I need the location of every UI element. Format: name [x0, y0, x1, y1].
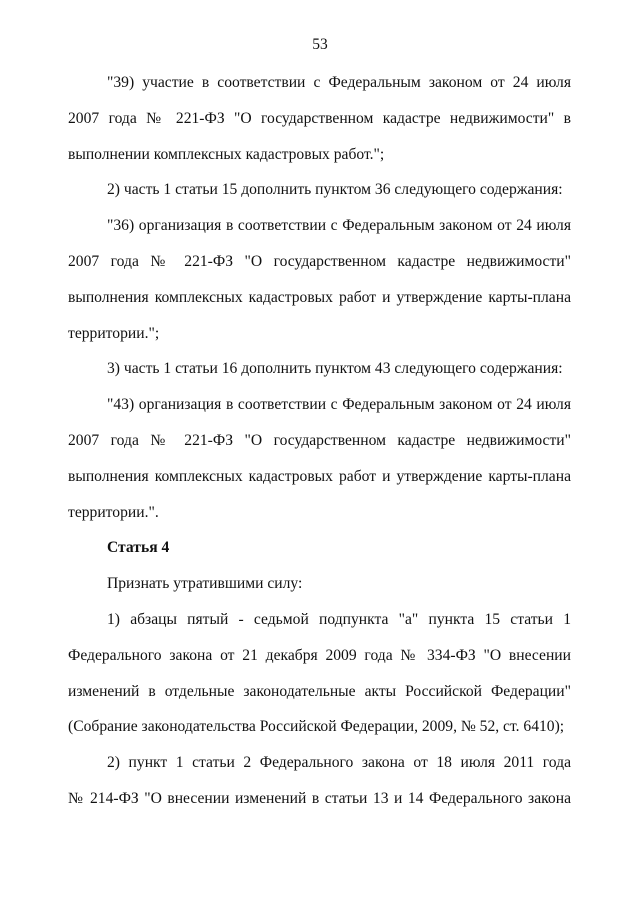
text-line: территории."; — [68, 324, 160, 342]
text-line: территории.". — [68, 503, 159, 521]
text-line: выполнении комплексных кадастровых работ."; — [68, 145, 385, 163]
text-line: 2007 года № 221-ФЗ "О государственном кадастре недвижимости" в — [68, 109, 571, 127]
text-line: 2) часть 1 статьи 15 дополнить пунктом 36 следующего содержания: — [107, 181, 563, 199]
text-line: выполнения комплексных кадастровых работ и утверждение карты-плана — [68, 288, 571, 306]
text-line: выполнения комплексных кадастровых работ и утверждение карты-плана — [68, 467, 571, 485]
text-line: 1) абзацы пятый - седьмой подпункта "а" пункта 15 статьи 1 — [107, 610, 571, 628]
text-line: изменений в отдельные законодательные акты Российской Федерации" — [68, 682, 571, 700]
page-number: 53 — [312, 36, 328, 53]
text-line: 3) часть 1 статьи 16 дополнить пунктом 43 следующего содержания: — [107, 360, 563, 378]
text-line: (Собрание законодательства Российской Федерации, 2009, № 52, ст. 6410); — [68, 718, 565, 736]
document-body — [68, 73, 571, 825]
text-line: "39) участие в соответствии с Федеральным законом от 24 июля — [107, 74, 571, 91]
text-line: "36) организация в соответствии с Федеральным законом от 24 июля — [107, 217, 571, 235]
text-line: Признать утратившими силу: — [107, 575, 303, 593]
text-line: 2007 года № 221-ФЗ "О государственном кадастре недвижимости" — [68, 252, 571, 270]
article-heading: Статья 4 — [107, 539, 170, 557]
text-line: Федерального закона от 21 декабря 2009 года № 334-ФЗ "О внесении — [68, 646, 571, 664]
text-line: 2) пункт 1 статьи 2 Федерального закона от 18 июля 2011 года — [107, 754, 571, 772]
text-line: "43) организация в соответствии с Федеральным законом от 24 июля — [107, 396, 571, 414]
text-line: № 214-ФЗ "О внесении изменений в статьи 13 и 14 Федерального закона — [68, 789, 571, 807]
text-line: 2007 года № 221-ФЗ "О государственном кадастре недвижимости" — [68, 431, 571, 449]
